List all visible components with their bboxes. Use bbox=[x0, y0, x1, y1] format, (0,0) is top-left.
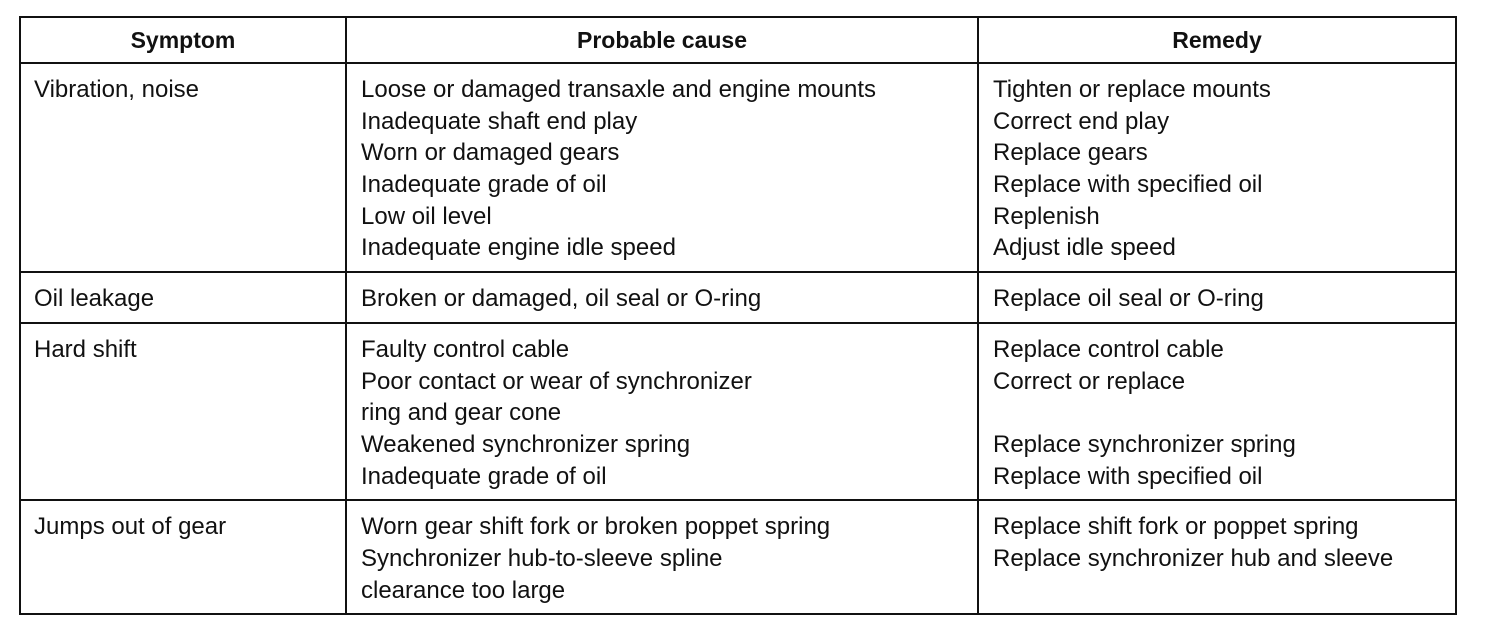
remedy-line: Replace synchronizer spring bbox=[993, 430, 1296, 458]
cause-line: Weakened synchronizer spring bbox=[361, 430, 691, 458]
table-row-hard-shift bbox=[20, 323, 1456, 500]
symptom-cell bbox=[20, 500, 346, 614]
remedy-line: Correct or replace bbox=[993, 367, 1186, 395]
cause-line: Broken or damaged, oil seal or O-ring bbox=[361, 285, 762, 313]
remedy-line: Replace gears bbox=[993, 139, 1148, 167]
cause-line: Poor contact or wear of synchronizer bbox=[361, 367, 752, 395]
cause-cell bbox=[346, 500, 978, 614]
remedy-line: Correct end play bbox=[993, 107, 1170, 135]
remedy-cell bbox=[978, 63, 1456, 272]
remedy-line: Replace control cable bbox=[993, 335, 1224, 363]
cause-line: Worn or damaged gears bbox=[361, 139, 620, 167]
remedy-cell bbox=[978, 323, 1456, 500]
cause-line: Inadequate shaft end play bbox=[361, 107, 638, 135]
symptom-text: Jumps out of gear bbox=[34, 513, 227, 541]
remedy-line: Adjust idle speed bbox=[993, 234, 1176, 262]
remedy-line: Replace shift fork or poppet spring bbox=[993, 513, 1359, 541]
cause-line: Low oil level bbox=[361, 202, 492, 230]
remedy-line: Replace oil seal or O-ring bbox=[993, 285, 1264, 313]
cause-line: Inadequate grade of oil bbox=[361, 462, 607, 490]
remedy-cell bbox=[978, 272, 1456, 323]
cause-line: Inadequate engine idle speed bbox=[361, 234, 676, 262]
symptom-text: Vibration, noise bbox=[34, 76, 199, 103]
cause-cell bbox=[346, 272, 978, 323]
remedy-line: Replace with specified oil bbox=[993, 462, 1263, 490]
table-row-vibration bbox=[20, 63, 1456, 272]
symptom-cell bbox=[20, 63, 346, 272]
cause-line: Loose or damaged transaxle and engine mounts bbox=[361, 76, 877, 103]
remedy-line: Replace with specified oil bbox=[993, 171, 1263, 199]
header-symptom: Symptom bbox=[20, 17, 346, 63]
cause-line: Synchronizer hub-to-sleeve spline bbox=[361, 544, 723, 572]
troubleshooting-table bbox=[19, 16, 1457, 615]
remedy-blank-line bbox=[993, 397, 1443, 429]
symptom-text: Oil leakage bbox=[34, 285, 155, 313]
cause-cell bbox=[346, 323, 978, 500]
cause-line: clearance too large bbox=[361, 576, 566, 604]
remedy-cell bbox=[978, 500, 1456, 614]
table-row-jumps-out-of-gear bbox=[20, 500, 1456, 614]
remedy-line: Tighten or replace mounts bbox=[993, 76, 1271, 103]
cause-line: Inadequate grade of oil bbox=[361, 171, 607, 199]
header-row bbox=[20, 17, 1456, 63]
symptom-text: Hard shift bbox=[34, 335, 137, 363]
table-row-oil-leakage bbox=[20, 272, 1456, 323]
cause-cell bbox=[346, 63, 978, 272]
remedy-line: Replenish bbox=[993, 202, 1100, 230]
symptom-cell bbox=[20, 323, 346, 500]
cause-line: Faulty control cable bbox=[361, 335, 570, 363]
cause-line: ring and gear cone bbox=[361, 399, 562, 427]
remedy-line: Replace synchronizer hub and sleeve bbox=[993, 544, 1394, 572]
cause-line: Worn gear shift fork or broken poppet spring bbox=[361, 513, 831, 541]
symptom-cell bbox=[20, 272, 346, 323]
header-remedy: Remedy bbox=[978, 17, 1456, 63]
header-probable-cause: Probable cause bbox=[346, 17, 978, 63]
